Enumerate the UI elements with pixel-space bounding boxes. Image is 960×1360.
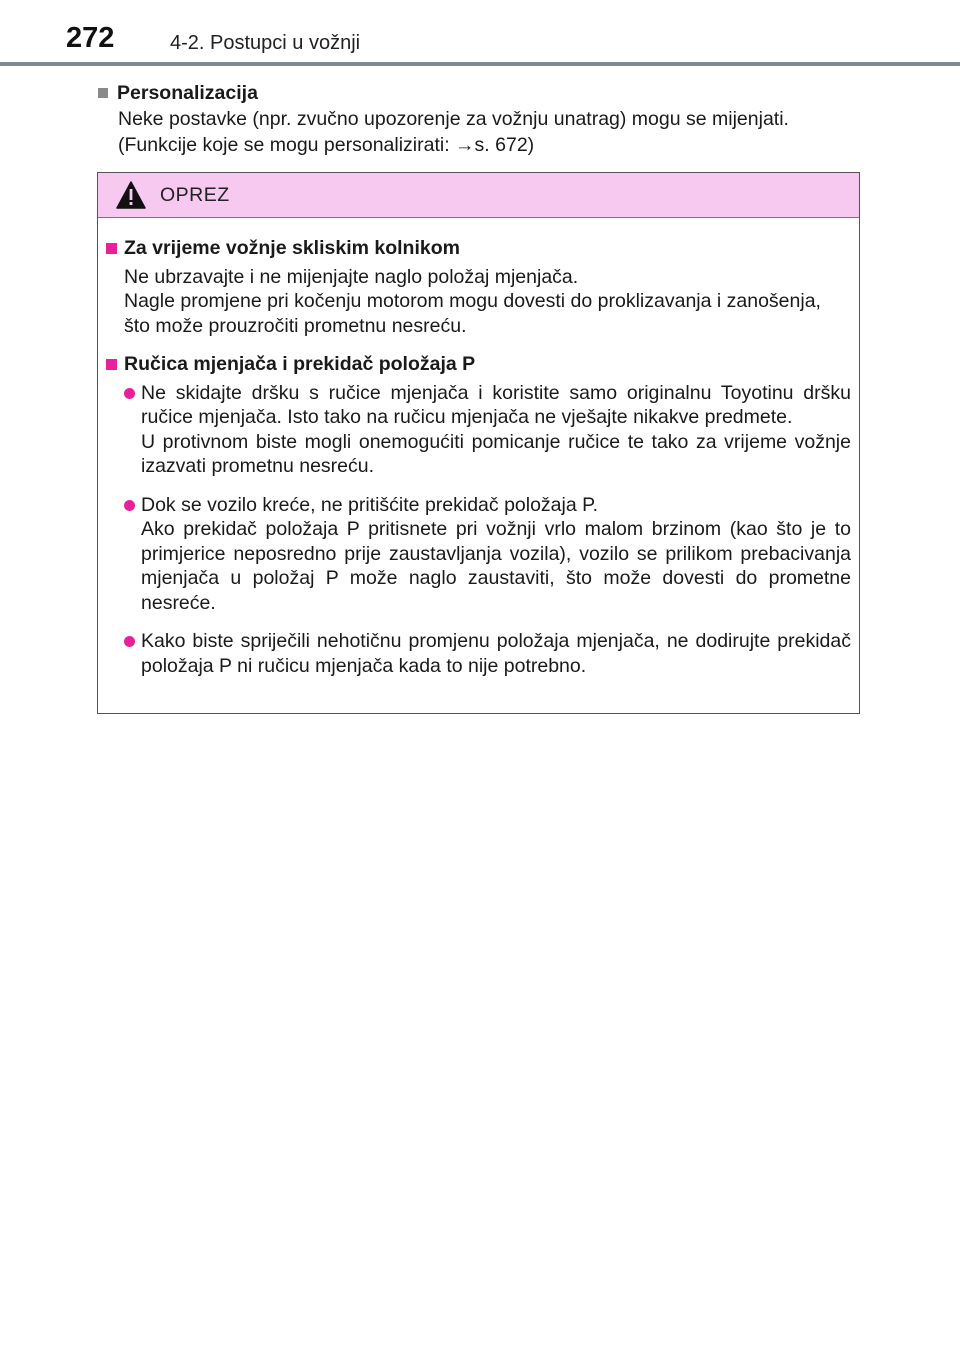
round-bullet-icon (124, 636, 135, 647)
bullet-line: Ako prekidač položaja P pritisnete pri vožnji vrlo malom brzinom (kao što je to primjerice neposredno prije zaustavljanja vozila), vozilo se prilikom prebacivanja mjenjača u položaj P može naglo zaustaviti, što može dovesti do prometne nesreće. (141, 518, 851, 614)
warning-triangle-icon (116, 181, 146, 209)
bullet-line: Kako biste spriječili nehotičnu promjenu položaja mjenjača, ne dodirujte prekidač položaja P ni ručicu mjenjača kada to nije potrebno. (141, 630, 851, 677)
caution-section-heading (106, 236, 851, 261)
note-heading (98, 80, 858, 106)
caution-section-heading (106, 352, 851, 377)
square-bullet-icon (98, 88, 108, 98)
caution-bullet (106, 629, 851, 678)
caution-bullet (106, 493, 851, 616)
caution-section-title: Ručica mjenjača i prekidač položaja P (124, 353, 476, 375)
caution-line: Ne ubrzavajte i ne mijenjajte naglo položaj mjenjača. (124, 265, 579, 288)
bullet-line: Ne skidajte dršku s ručice mjenjača i koristite samo originalnu Toyotinu dršku ručice mjenjača. Isto tako na ručicu mjenjača ne vješajte nikakve predmete. (141, 381, 851, 428)
note-line: (Funkcije koje se mogu personalizirati: →s. 672) (118, 134, 535, 156)
note-line: Neke postavke (npr. zvučno upozorenje za vožnju unatrag) mogu se mijenjati. (118, 108, 789, 130)
square-bullet-icon (106, 359, 117, 370)
caution-title: OPREZ (160, 183, 230, 206)
caution-body (98, 218, 859, 678)
caution-line: Nagle promjene pri kočenju motorom mogu dovesti do proklizavanja i zanošenja, što može prouzročiti prometnu nesreću. (124, 290, 821, 337)
round-bullet-icon (124, 500, 135, 511)
caution-box (97, 172, 860, 714)
bullet-text (141, 381, 851, 479)
personalization-note (98, 80, 858, 158)
bullet-text (141, 493, 851, 616)
bullet-text (141, 629, 851, 678)
bullet-line: Dok se vozilo kreće, ne pritišćite prekidač položaja P. (141, 493, 599, 516)
caution-section-title: Za vrijeme vožnje skliskim kolnikom (124, 237, 460, 259)
caution-bullet (106, 381, 851, 479)
page-header (0, 0, 960, 70)
square-bullet-icon (106, 243, 117, 254)
round-bullet-icon (124, 388, 135, 399)
note-title: Personalizacija (117, 82, 258, 104)
caution-header (98, 173, 859, 218)
page-number: 272 (66, 22, 115, 54)
section-title: 4-2. Postupci u vožnji (170, 32, 361, 54)
note-body (98, 106, 858, 158)
header-divider (0, 62, 960, 66)
bullet-line: U protivnom biste mogli onemogućiti pomicanje ručice te tako za vrijeme vožnje izazvati prometnu nesreću. (141, 430, 851, 477)
caution-section-text (106, 265, 851, 339)
